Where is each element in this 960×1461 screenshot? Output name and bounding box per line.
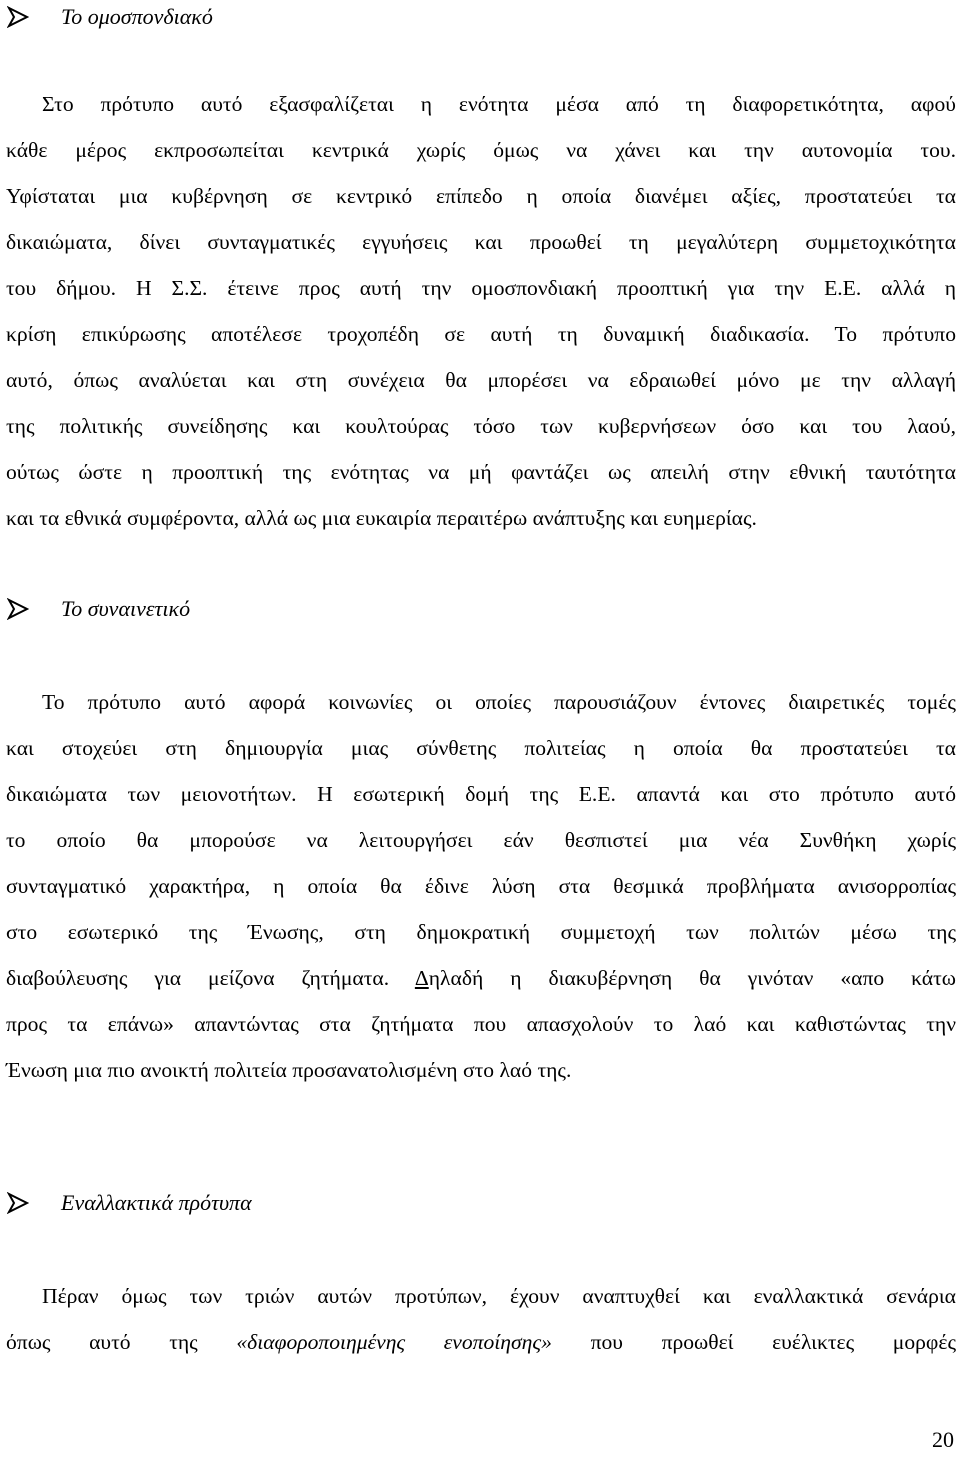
page-number: 20 [932, 1427, 954, 1452]
text-line: δικαιώματα, δίνει συνταγματικές εγγυήσεις και προωθεί τη μεγαλύτερη συμμετοχικότητα [6, 230, 956, 254]
text-line: Το πρότυπο αυτό αφορά κοινωνίες οι οποίες παρουσιάζουν έντονες διαιρετικές τομές [42, 690, 956, 714]
text-line: της πολιτικής συνείδησης και κουλτούρας τόσο των κυβερνήσεων όσο και του λαού, [6, 414, 956, 438]
text-line: αυτό, όπως αναλύεται και στη συνέχεια θα μπορέσει να εδραιωθεί μόνο με την αλλαγή [6, 368, 956, 392]
text-line-with-delta [6, 955, 956, 1001]
paragraph-consensual [6, 679, 956, 1093]
text-line: και τα εθνικά συμφέροντα, αλλά ως μια ευκαιρία περαιτέρω ανάπτυξης και ευημερίας. [6, 506, 757, 530]
text-line: Πέραν όμως των τριών αυτών προτύπων, έχουν αναπτυχθεί και εναλλακτικά σενάρια [42, 1284, 956, 1308]
section-title: Το συναινετικό [61, 596, 191, 621]
text-fragment: που προωθεί ευέλικτες μορφές [551, 1330, 956, 1354]
text-fragment: διαβούλευσης για μείζονα ζητήματα. [6, 966, 415, 990]
text-line: του δήμου. Η Σ.Σ. έτεινε προς αυτή την ομοσπονδιακή προοπτική για την Ε.Ε. αλλά η [6, 276, 956, 300]
italic-term: «διαφοροποιημένης ενοποίησης» [236, 1330, 552, 1354]
paragraph-federal [6, 81, 956, 541]
text-line: στο εσωτερικό της Ένωσης, στη δημοκρατική συμμετοχή των πολιτών μέσω της [6, 920, 956, 944]
text-line: ούτως ώστε η προοπτική της ενότητας να μή φαντάζει ως απειλή στην εθνική ταυτότητα [6, 460, 956, 484]
arrow-bullet-icon [7, 598, 29, 620]
section-title: Εναλλακτικά πρότυπα [61, 1190, 252, 1215]
text-line: το οποίο θα μπορούσε να λειτουργήσει εάν θεσπιστεί μια νέα Συνθήκη χωρίς [6, 828, 956, 852]
text-line: κάθε μέρος εκπροσωπείται κεντρικά χωρίς όμως να χάνει και την αυτονομία του. [6, 138, 956, 162]
text-line: κρίση επικύρωσης αποτέλεσε τροχοπέδη σε αυτή τη δυναμική διαδικασία. Το πρότυπο [6, 322, 956, 346]
text-line-with-italic [6, 1319, 956, 1365]
section-heading-alternative [7, 1186, 252, 1220]
text-line: δικαιώματα των μειονοτήτων. Η εσωτερική δομή της Ε.Ε. απαντά και στο πρότυπο αυτό [6, 782, 956, 806]
section-title: Το ομοσπονδιακό [61, 4, 213, 29]
text-line: Ένωση μια πιο ανοικτή πολιτεία προσανατολισμένη στο λαό της. [6, 1058, 572, 1082]
paragraph-alternative [6, 1273, 956, 1365]
text-fragment: ηλαδή η διακυβέρνηση θα γινόταν «απο κάτω [428, 966, 956, 990]
text-line: και στοχεύει στη δημιουργία μιας σύνθετης πολιτείας η οποία θα προστατεύει τα [6, 736, 956, 760]
text-line: Στο πρότυπο αυτό εξασφαλίζεται η ενότητα μέσα από τη διαφορετικότητα, αφού [42, 92, 956, 116]
section-heading-federal [7, 0, 213, 34]
text-line: συνταγματικό χαρακτήρα, η οποία θα έδινε λύση στα θεσμικά προβλήματα ανισορροπίας [6, 874, 956, 898]
text-line: προς τα επάνω» απαντώντας στα ζητήματα που απασχολούν το λαό και καθιστώντας την [6, 1012, 956, 1036]
arrow-bullet-icon [7, 6, 29, 28]
text-fragment: όπως αυτό της [6, 1330, 237, 1354]
underlined-delta: Δ [414, 966, 429, 990]
section-heading-consensual [7, 592, 190, 626]
text-line: Υφίσταται μια κυβέρνηση σε κεντρικό επίπεδο η οποία διανέμει αξίες, προστατεύει τα [6, 184, 956, 208]
arrow-bullet-icon [7, 1192, 29, 1214]
